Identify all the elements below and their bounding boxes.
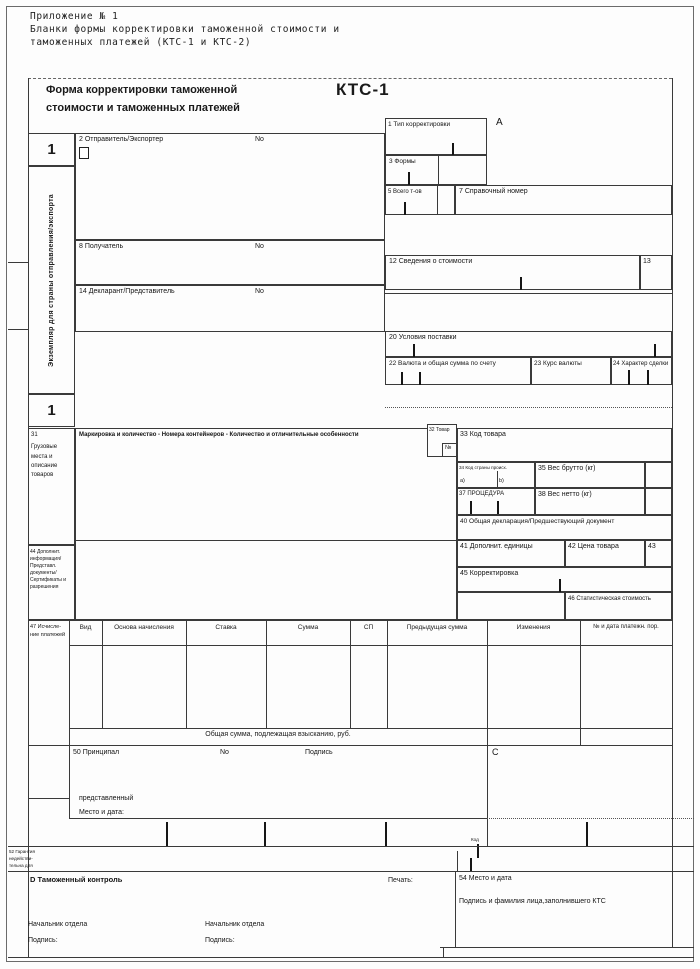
stamp-label: Печать: — [388, 877, 413, 884]
form-title-line2: стоимости и таможенных платежей — [46, 102, 240, 114]
tick-mark — [559, 579, 561, 592]
field-3-label: 3 Формы — [389, 158, 416, 165]
empty-cell — [457, 592, 565, 620]
divider-line — [75, 540, 457, 541]
dotted-line — [487, 818, 694, 819]
head-of-department-right: Начальник отдела — [205, 921, 265, 928]
table-bottom-border — [28, 745, 672, 746]
table-header-summa: Сумма — [297, 624, 319, 631]
divider-line — [385, 293, 672, 294]
divider-line — [8, 846, 694, 847]
field-47-line1: 47 Исчисле- — [30, 624, 62, 630]
field-54-sign-label: Подпись и фамилия лица,заполнившего КТС — [459, 898, 606, 905]
field-50-sign-label: Подпись — [305, 749, 333, 756]
copy-strip-box — [28, 166, 75, 394]
divider-line — [438, 155, 439, 185]
empty-cell — [645, 488, 672, 515]
field-50-label: 50 Принципал — [73, 749, 120, 756]
tick-mark — [497, 501, 499, 514]
field-52-line: недействи- — [9, 856, 33, 861]
head-of-department-left: Начальник отдела — [28, 921, 88, 928]
field-1-label: 1 Тип корректировки — [388, 121, 451, 128]
margin-mark — [8, 262, 28, 263]
tick-mark — [470, 501, 472, 514]
annex-header-line1: Приложение № 1 — [30, 11, 119, 22]
field-46-label: 46 Статистическая стоимость — [568, 596, 651, 602]
field-31-main-box — [75, 428, 457, 620]
field-45-label: 45 Корректировка — [460, 570, 519, 577]
field-54-left-border — [455, 871, 456, 947]
field-8-label: 8 Получатель — [79, 243, 124, 250]
table-column-border — [580, 620, 581, 745]
form-top-dashed-line — [28, 78, 672, 79]
section-a-letter: А — [496, 117, 503, 128]
field-40-label: 40 Общая декларация/Предшествующий документ — [460, 518, 615, 525]
form-code: КТС-1 — [336, 80, 390, 99]
table-column-border — [487, 620, 488, 846]
field-2-box — [75, 133, 385, 240]
field-14-label: 14 Декларант/Представитель — [79, 288, 175, 295]
field-12-label: 12 Сведения о стоимости — [389, 258, 473, 265]
copy-strip-label: Экземпляр для страны отправления/экспорта — [48, 193, 55, 367]
field-2-no-label: No — [255, 136, 264, 143]
field-54-label: 54 Место и дата — [459, 875, 512, 882]
field-52-line: тельна для — [9, 863, 33, 868]
tick-mark — [385, 822, 387, 846]
field-31-header: Маркировка и количество - Номера контейнеров - Количество и отличительные особенности — [79, 432, 359, 438]
section-c-letter: С — [492, 747, 499, 757]
field-31-line: товаров — [31, 472, 54, 478]
annex-header-line2: Бланки формы корректировки таможенной стоимости и — [30, 24, 340, 35]
field-31-line: 31 — [31, 432, 38, 438]
divider-line — [497, 471, 498, 488]
field-52-code-label: Код — [471, 837, 479, 842]
field-34a-label: а) — [460, 478, 465, 484]
field-31-line: описание — [31, 463, 58, 469]
field-2-label: 2 Отправитель/Экспортер — [79, 136, 164, 143]
table-header-stavka: Ставка — [215, 624, 237, 631]
field-13-label: 13 — [643, 258, 651, 265]
field-34-label: 34 Код страны происх. — [459, 465, 508, 470]
form-title-line1: Форма корректировки таможенной — [46, 84, 238, 96]
tick-mark — [264, 822, 266, 846]
divider-line — [8, 871, 694, 872]
field-50-bottom-border — [69, 818, 487, 819]
field-22-label: 22 Валюта и общая сумма по счету — [389, 360, 496, 367]
tick-mark — [404, 202, 406, 215]
field-44-line: документы/ — [30, 570, 57, 576]
field-32-label: 32 Товар — [429, 427, 450, 433]
field-5-label: 5 Всего т-ов — [388, 189, 422, 195]
field-38-label: 38 Вес нетто (кг) — [538, 491, 592, 498]
margin-mark — [8, 329, 28, 330]
field-24-label: 24 Характер сделки — [613, 361, 669, 367]
field-44-line: разрешения — [30, 584, 59, 590]
dotted-line — [385, 407, 672, 408]
copy-number-top-box: 1 — [28, 133, 75, 166]
field-44-line: 44 Дополнит. — [30, 549, 61, 555]
tick-mark — [419, 372, 421, 385]
field-47-line2: ние платежей — [30, 632, 66, 638]
field-44-line: информация/ — [30, 556, 62, 562]
field-52-line: 52 Гарантия — [9, 849, 35, 854]
table-column-border — [69, 620, 70, 818]
tick-mark — [166, 822, 168, 846]
tick-mark — [654, 344, 656, 357]
divider-line — [437, 185, 438, 215]
tick-mark — [443, 947, 444, 957]
field-8-no-label: No — [255, 243, 264, 250]
field-32-no-cell: № — [442, 443, 456, 456]
field-20-label: 20 Условия поставки — [389, 334, 457, 341]
field-41-label: 41 Дополнит. единицы — [460, 543, 533, 550]
table-header-vid: Вид — [79, 624, 92, 631]
form-right-border — [672, 78, 673, 947]
table-column-border — [102, 620, 103, 728]
table-header-osnova: Основа начисления — [114, 624, 174, 631]
table-column-border — [186, 620, 187, 728]
tick-mark — [401, 372, 403, 385]
divider-line — [440, 947, 694, 948]
field-34b-label: b) — [499, 478, 504, 484]
tick-mark — [408, 172, 410, 185]
field-44-line: Сертификаты и — [30, 577, 67, 583]
empty-cell — [645, 462, 672, 488]
table-total-label: Общая сумма, подлежащая взысканию, руб. — [205, 731, 351, 738]
tick-mark — [452, 143, 454, 155]
signature-right: Подпись: — [205, 937, 235, 944]
field-33-label: 33 Код товара — [460, 431, 506, 438]
field-d-label: D Таможенный контроль — [30, 875, 123, 884]
tick-mark — [470, 858, 472, 871]
tick-mark — [586, 822, 588, 846]
field-14-no-label: No — [255, 288, 264, 295]
table-total-row-top-border — [69, 728, 672, 729]
table-column-border — [350, 620, 351, 728]
copy-number-bottom-box: 1 — [28, 394, 75, 427]
table-header-prev-sum: Предыдущая сумма — [406, 624, 468, 631]
checkbox-mark — [79, 147, 89, 159]
field-44-line: Представл. — [30, 563, 57, 569]
table-column-border — [387, 620, 388, 728]
field-31-line: места и — [31, 454, 53, 460]
form-bottom-border — [8, 957, 694, 958]
field-50-place-date-label: Место и дата: — [79, 809, 124, 816]
field-37-label: 37 ПРОЦЕДУРА — [459, 491, 505, 497]
field-7-label: 7 Справочный номер — [459, 188, 528, 195]
field-50-presented-label: представленный — [79, 795, 134, 802]
field-50-no-label: No — [220, 749, 229, 756]
field-43-label: 43 — [648, 543, 656, 550]
field-42-label: 42 Цена товара — [568, 543, 619, 550]
field-35-label: 35 Вес брутто (кг) — [538, 465, 596, 472]
divider-line — [457, 851, 458, 871]
signature-left: Подпись: — [28, 937, 58, 944]
table-header-izmeneniya: Изменения — [516, 624, 551, 631]
table-header-payment-order: № и дата платежн. пор. — [593, 624, 659, 630]
tick-mark — [647, 370, 649, 385]
table-header-bottom-border — [69, 645, 672, 646]
table-header-sp: СП — [363, 624, 374, 631]
tick-mark — [520, 277, 522, 290]
tick-mark — [413, 344, 415, 357]
field-31-line: Грузовые — [31, 444, 58, 450]
divider-line — [28, 798, 69, 799]
annex-header-line3: таможенных платежей (КТС-1 и КТС-2) — [30, 37, 252, 48]
tick-mark — [628, 370, 630, 385]
table-column-border — [266, 620, 267, 728]
field-23-label: 23 Курс валюты — [534, 360, 582, 367]
